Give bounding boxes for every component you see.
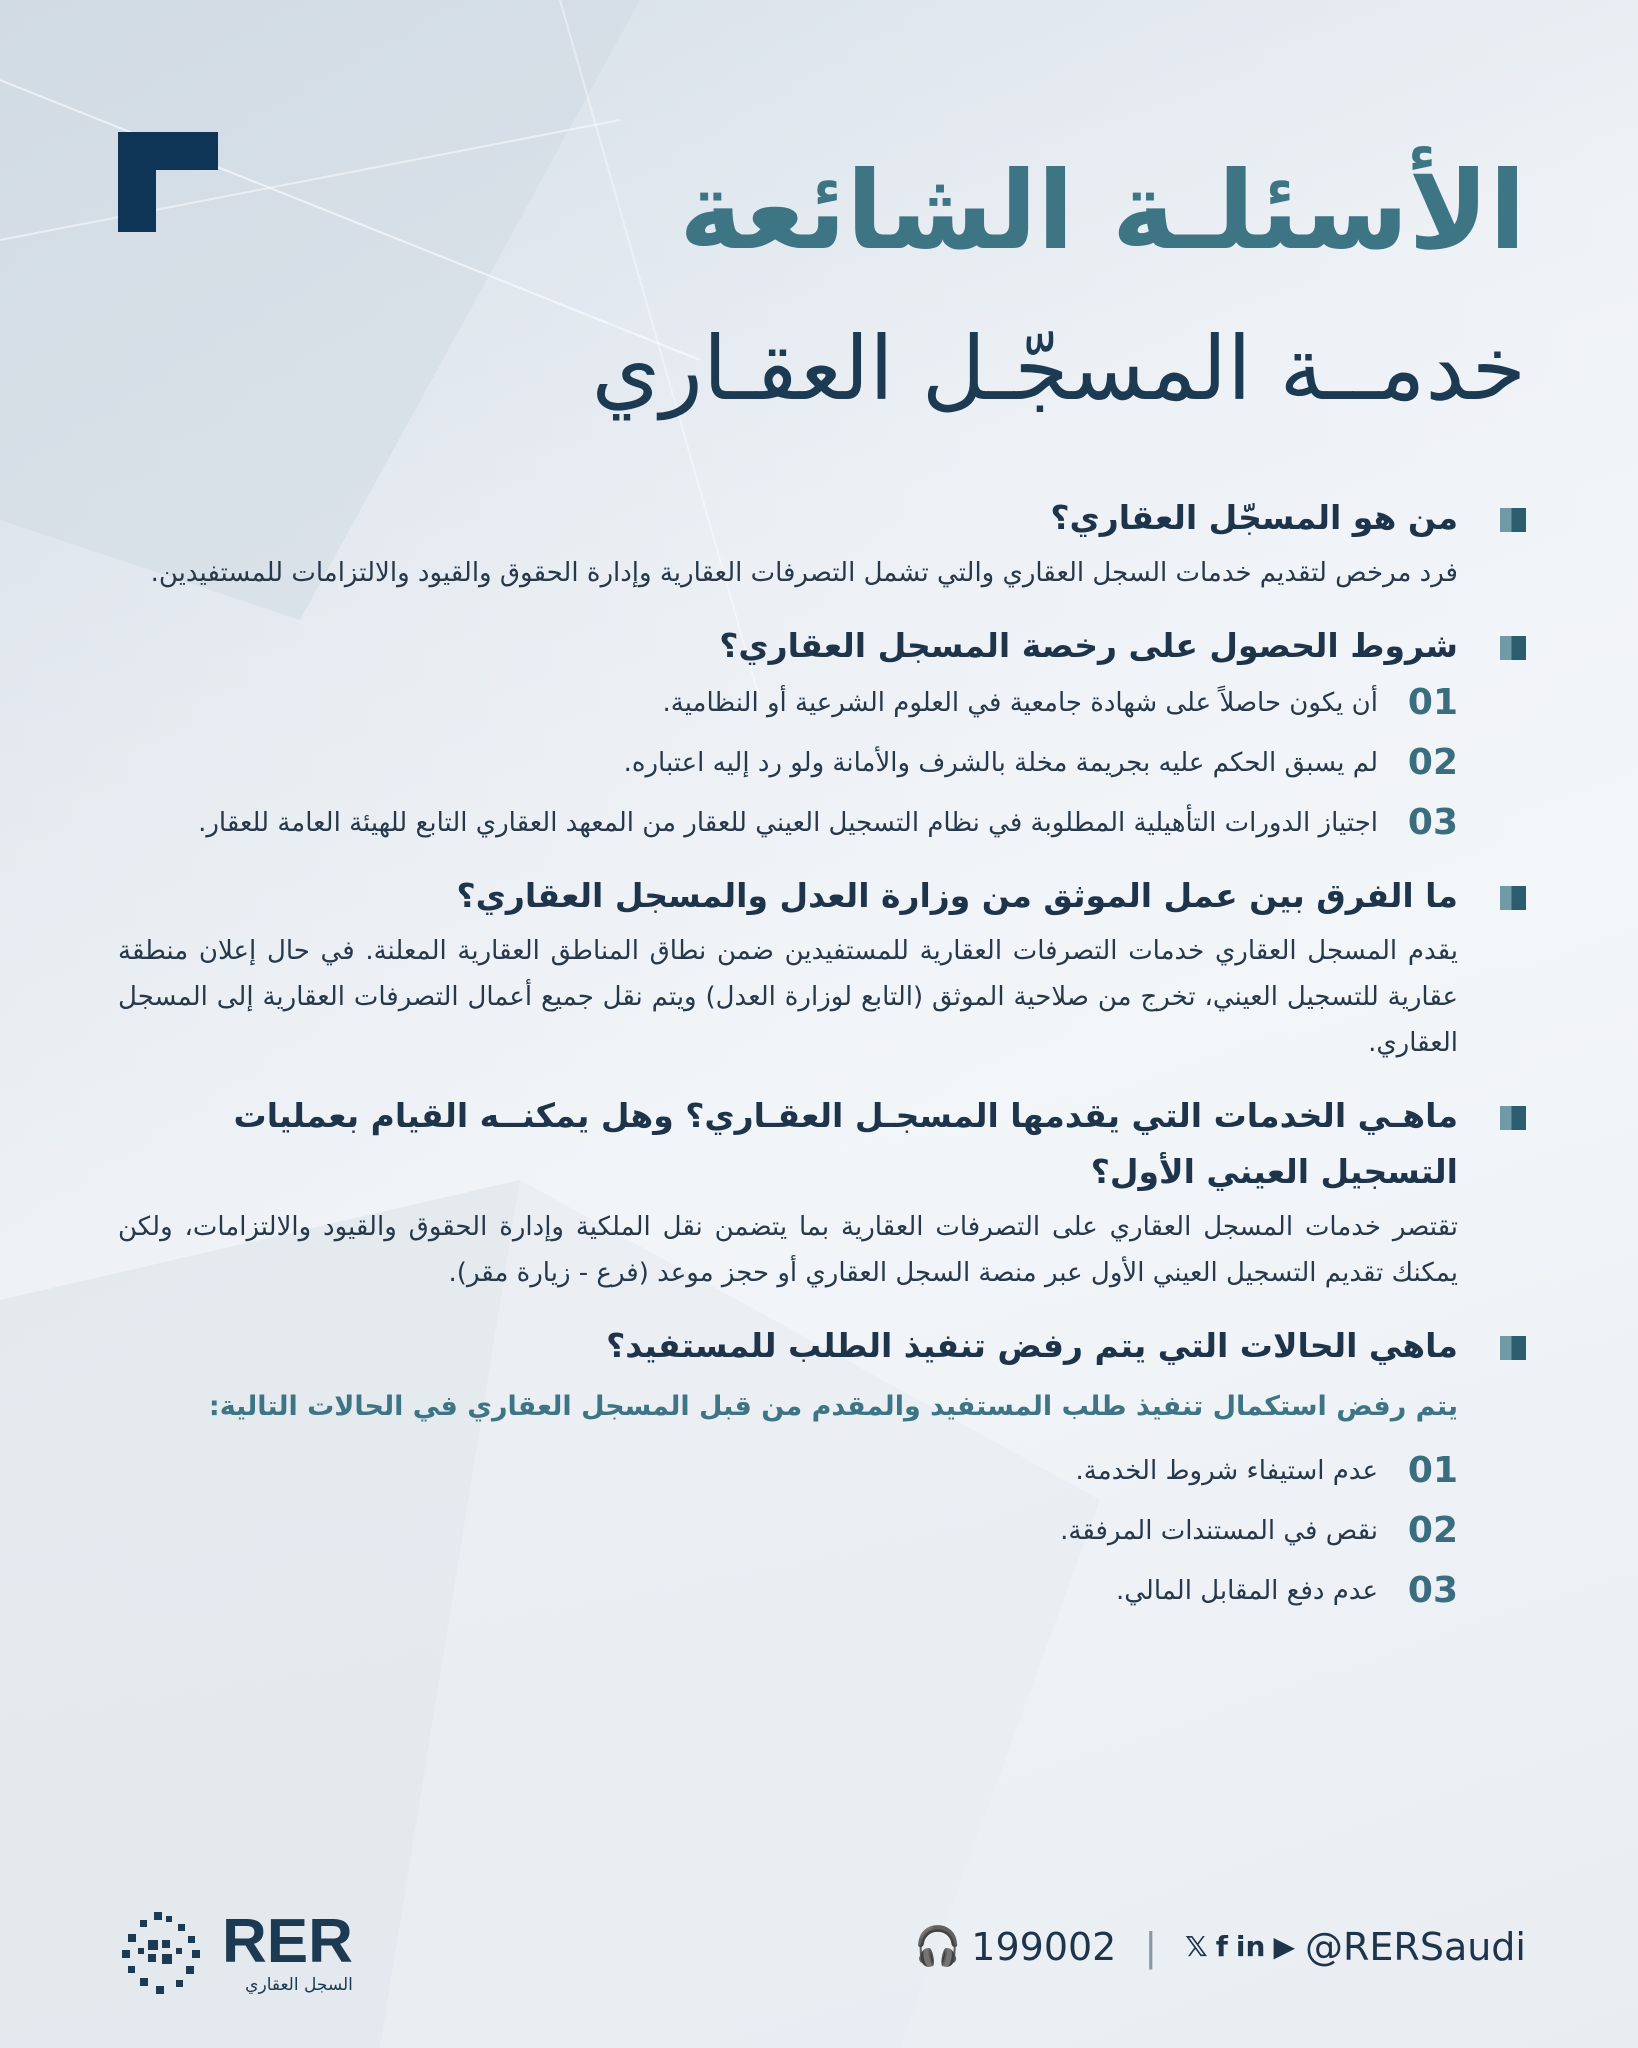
list-item [118,680,1458,726]
logo-wordmark: RER [222,1907,353,1976]
faq-question: ماهـي الخدمات التي يقدمها المسجـل العقـاري؟ وهل يمكنــه القيام بعمليات التسجيل العيني الأول؟ [118,1088,1546,1200]
item-text: عدم دفع المقابل المالي. [1115,1576,1378,1606]
youtube-icon[interactable]: ▶ [1273,1930,1295,1963]
faq-section-2 [118,618,1546,846]
item-number: 03 [1407,1570,1458,1611]
rer-logo [118,1907,353,1996]
faq-section-4 [118,1088,1546,1296]
item-text: نقص في المستندات المرفقة. [1060,1516,1378,1546]
linkedin-icon[interactable]: in [1235,1930,1266,1963]
item-text: أن يكون حاصلاً على شهادة جامعية في العلوم الشرعية أو النظامية. [662,688,1378,718]
item-number: 02 [1407,742,1458,783]
list-item [118,1568,1458,1614]
faq-section-5 [118,1318,1546,1614]
footer [118,1900,1526,2000]
list-item [118,1448,1458,1494]
faq-note: يتم رفض استكمال تنفيذ طلب المستفيد والمقدم من قبل المسجل العقاري في الحالات التالية: [208,1391,1458,1422]
numbered-list [118,680,1546,846]
faq-answer: فرد مرخص لتقديم خدمات السجل العقاري والتي تشمل التصرفات العقارية وإدارة الحقوق والقيود والالتزامات للمستفيدين. [150,558,1458,588]
rer-logo-icon [118,1910,204,1996]
faq-question: ماهي الحالات التي يتم رفض تنفيذ الطلب للمستفيد؟ [118,1318,1546,1374]
item-number: 02 [1407,1510,1458,1551]
social-icons [1185,1930,1295,1963]
divider: | [1144,1924,1158,1969]
page-title: الأسئلـة الشائعة [679,149,1526,274]
square-bullet-icon [1500,886,1526,910]
contact-bar [914,1924,1526,1969]
square-bullet-icon [1500,1106,1526,1130]
item-number: 03 [1407,802,1458,843]
phone-number: 199002 [971,1924,1117,1969]
logo-subtext: السجل العقاري [245,1975,353,1995]
list-item [118,1508,1458,1554]
social-handle[interactable]: @RERSaudi [1305,1924,1526,1969]
square-bullet-icon [1500,508,1526,532]
facebook-icon[interactable]: f [1215,1930,1228,1963]
faq-question: من هو المسجّل العقاري؟ [118,490,1546,546]
list-item [118,740,1458,786]
item-text: عدم استيفاء شروط الخدمة. [1075,1456,1378,1486]
faq-list [118,490,1546,1636]
faq-question: ما الفرق بين عمل الموثق من وزارة العدل والمسجل العقاري؟ [118,868,1546,924]
item-text: لم يسبق الحكم عليه بجريمة مخلة بالشرف والأمانة ولو رد إليه اعتباره. [623,748,1378,778]
faq-section-1 [118,490,1546,596]
x-icon[interactable]: 𝕏 [1185,1930,1208,1963]
faq-answer: تقتصر خدمات المسجل العقاري على التصرفات العقارية بما يتضمن نقل الملكية وإدارة الحقوق والقيود والالتزامات، ولكن يمكنك تقديم التسجيل العيني الأول عبر منصة السجل العقاري أو حجز موعد (فرع - زيارة مقر). [118,1212,1458,1288]
faq-section-3 [118,868,1546,1066]
numbered-list [118,1448,1546,1614]
item-number: 01 [1407,682,1458,723]
faq-question: شروط الحصول على رخصة المسجل العقاري؟ [118,618,1546,674]
square-bullet-icon [1500,1336,1526,1360]
page-subtitle: خدمــة المسجّـل العقـاري [591,317,1526,420]
square-bullet-icon [1500,636,1526,660]
headset-icon: 🎧 [913,1924,962,1968]
item-number: 01 [1407,1450,1458,1491]
list-item [118,800,1458,846]
faq-answer: يقدم المسجل العقاري خدمات التصرفات العقارية للمستفيدين ضمن نطاق المناطق العقارية المعلنة. في حال إعلان منطقة عقارية للتسجيل العيني، تخرج من صلاحية الموثق (التابع لوزارة العدل) ويتم نقل جميع أعمال التصرفات العقارية إلى المسجل العقاري. [118,936,1458,1058]
item-text: اجتياز الدورات التأهيلية المطلوبة في نظام التسجيل العيني للعقار من المعهد العقاري التابع للهيئة العامة للعقار. [198,808,1378,838]
